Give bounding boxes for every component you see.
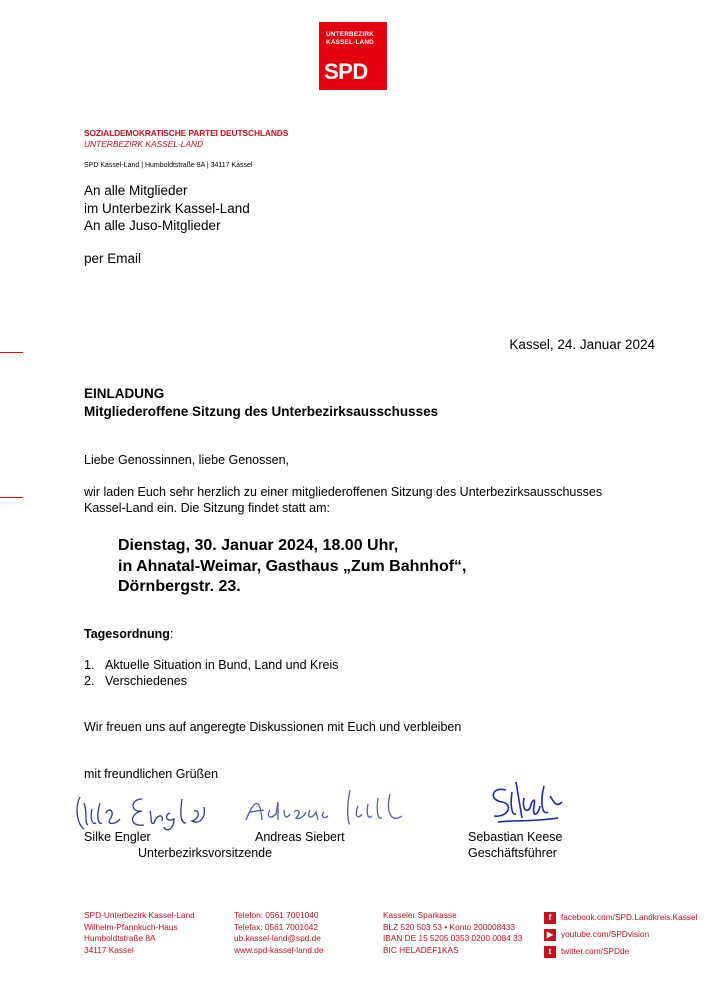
fax: Telefax: 0561 7001042 xyxy=(234,921,318,932)
heading-title: EINLADUNG xyxy=(84,386,165,401)
sender-address-line: SPD Kassel-Land | Humboldtstraße 8A | 34117 Kassel xyxy=(84,162,253,169)
footer-bank: Kasseler Sparkasse BLZ 520 503 53 • Konto 200008433 IBAN DE 15 5205 0353 0200 0084 33 BIC HELADEF1KAS xyxy=(383,910,523,955)
delivery-method: per Email xyxy=(84,251,142,266)
footer-address: SPD-Unterbezirk Kassel-Land Wilhelm-Pfannkuch-Haus Humboldtstraße 8A 34117 Kassel xyxy=(84,910,195,955)
letter-date: Kassel, 24. Januar 2024 xyxy=(509,337,655,352)
social-twitter[interactable]: t twitter.com/SPDde xyxy=(544,944,698,959)
recipient-line: An alle Mitglieder xyxy=(84,183,188,198)
list-item: 1. Aktuelle Situation in Bund, Land und Kreis xyxy=(84,658,339,672)
regards: mit freundlichen Grüßen xyxy=(84,767,219,781)
recipient-line: An alle Juso-Mitglieder xyxy=(84,218,221,233)
fold-mark xyxy=(0,497,23,498)
letter-heading xyxy=(84,385,438,420)
signatory-name: Sebastian Keese xyxy=(468,830,563,844)
agenda-list xyxy=(84,657,339,689)
youtube-icon: ▶ xyxy=(544,929,556,941)
phone: Telefon: 0561 7001040 xyxy=(234,910,319,920)
signatory-role: Unterbezirksvorsitzende xyxy=(138,846,273,860)
signatory-role: Geschäftsführer xyxy=(468,846,557,860)
email-link[interactable]: ub.kassel-land@spd.de xyxy=(234,933,321,943)
list-item: 2. Verschiedenes xyxy=(84,674,188,688)
party-subdivision: UNTERBEZIRK KASSEL-LAND xyxy=(84,139,204,149)
footer-social xyxy=(544,910,698,961)
salutation: Liebe Genossinnen, liebe Genossen, xyxy=(84,453,290,467)
heading-subject: Mitgliederoffene Sitzung des Unterbezirksausschusses xyxy=(84,403,439,419)
party-name: SOZIALDEMOKRATISCHE PARTEI DEUTSCHLANDS xyxy=(84,128,289,138)
social-youtube[interactable]: ▶ youtube.com/SPDvision xyxy=(544,927,698,942)
website-link[interactable]: www.spd-kassel-land.de xyxy=(234,944,324,955)
fold-mark xyxy=(0,352,23,353)
signatory-name: Andreas Siebert xyxy=(255,830,345,844)
recipient-address xyxy=(84,182,250,235)
twitter-icon: t xyxy=(544,946,556,958)
signatory-name: Silke Engler xyxy=(84,830,151,844)
footer-contact xyxy=(234,910,323,956)
signature-keese xyxy=(478,772,568,834)
agenda-title: Tagesordnung: xyxy=(84,627,174,641)
signature-engler xyxy=(70,785,220,835)
signature-siebert xyxy=(240,780,420,835)
social-facebook[interactable]: f facebook.com/SPD.Landkreis.Kassel xyxy=(544,910,698,925)
event-datetime: Dienstag, 30. Januar 2024, 18.00 Uhr, xyxy=(118,537,399,554)
closing-sentence: Wir freuen uns auf angeregte Diskussionen mit Euch und verbleiben xyxy=(84,720,462,734)
spd-logo xyxy=(319,22,387,90)
intro-paragraph: wir laden Euch sehr herzlich zu einer mitgliederoffenen Sitzung des Unterbezirksausschusses Kassel-Land ein. Die Sitzung findet statt am: xyxy=(84,485,603,515)
event-details xyxy=(118,536,466,598)
recipient-line: im Unterbezirk Kassel-Land xyxy=(84,200,250,216)
logo-wordmark: SPD xyxy=(324,59,368,84)
event-street: Dörnbergstr. 23. xyxy=(118,578,241,595)
event-venue: in Ahnatal-Weimar, Gasthaus „Zum Bahnhof“, xyxy=(118,557,467,575)
logo-subtitle: UNTERBEZIRK KASSEL-LAND xyxy=(326,31,374,46)
facebook-icon: f xyxy=(544,912,556,924)
